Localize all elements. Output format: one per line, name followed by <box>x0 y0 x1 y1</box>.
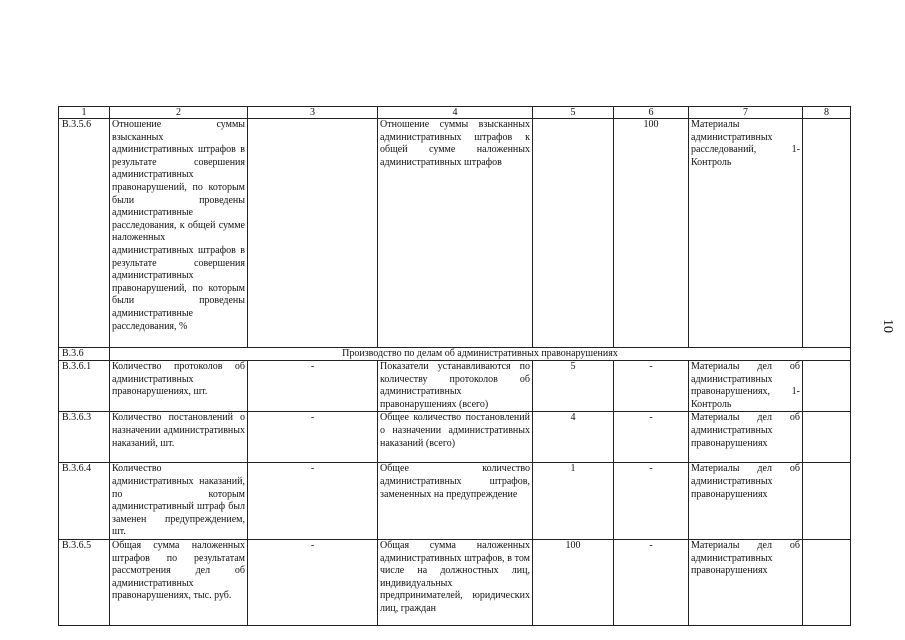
header-row <box>59 107 851 119</box>
table-row <box>59 361 851 412</box>
method-cell: Отношение суммы взысканных административных штрафов к общей сумме наложенных административных штрафов <box>378 119 533 348</box>
method-cell: Общая сумма наложенных административных штрафов, в том числе на должностных лиц, индивидуальных предпринимателей, юридических лиц, граждан <box>378 539 533 625</box>
col6-cell: 100 <box>614 119 689 348</box>
col6-cell: - <box>614 463 689 540</box>
col3-cell: - <box>248 463 378 540</box>
indicator-cell: Количество административных наказаний, по которым административный штраф был заменен предупреждением, шт. <box>110 463 248 540</box>
section-title: Производство по делам об административных правонарушениях <box>110 348 851 361</box>
method-cell: Показатели устанавливаются по количеству протоколов об административных правонарушениях (всего) <box>378 361 533 412</box>
indicator-cell: Количество протоколов об административных правонарушениях, шт. <box>110 361 248 412</box>
section-code: В.3.6 <box>59 348 110 361</box>
col3-cell <box>248 119 378 348</box>
table-row <box>59 539 851 625</box>
page-number: 10 <box>880 319 895 333</box>
source-cell: Материалы административных расследований, 1-Контроль <box>689 119 803 348</box>
col5-cell: 4 <box>533 412 614 463</box>
header-cell: 1 <box>59 107 110 119</box>
row-code: В.3.6.5 <box>59 539 110 625</box>
col5-cell <box>533 119 614 348</box>
indicator-table <box>58 106 851 626</box>
method-cell: Общее количество административных штрафов, замененных на предупреждение <box>378 463 533 540</box>
row-code: В.3.5.6 <box>59 119 110 348</box>
row-code: В.3.6.4 <box>59 463 110 540</box>
header-cell: 5 <box>533 107 614 119</box>
col8-cell <box>803 361 851 412</box>
col3-cell: - <box>248 361 378 412</box>
indicator-cell: Количество постановлений о назначении административных наказаний, шт. <box>110 412 248 463</box>
source-cell: Материалы дел об административных правонарушениях <box>689 539 803 625</box>
indicator-cell: Общая сумма наложенных штрафов по результатам рассмотрения дел об административных правонарушениях, тыс. руб. <box>110 539 248 625</box>
row-code: В.3.6.1 <box>59 361 110 412</box>
col3-cell: - <box>248 412 378 463</box>
table-row <box>59 412 851 463</box>
col5-cell: 5 <box>533 361 614 412</box>
header-cell: 2 <box>110 107 248 119</box>
table-row <box>59 119 851 348</box>
col3-cell: - <box>248 539 378 625</box>
header-cell: 4 <box>378 107 533 119</box>
col6-cell: - <box>614 412 689 463</box>
col8-cell <box>803 463 851 540</box>
table-body <box>59 107 851 626</box>
section-row <box>59 348 851 361</box>
header-cell: 3 <box>248 107 378 119</box>
col6-cell: - <box>614 539 689 625</box>
header-cell: 8 <box>803 107 851 119</box>
source-cell: Материалы дел об административных правонарушениях, 1-Контроль <box>689 361 803 412</box>
source-cell: Материалы дел об административных правонарушениях <box>689 463 803 540</box>
row-code: В.3.6.3 <box>59 412 110 463</box>
col5-cell: 100 <box>533 539 614 625</box>
indicator-cell: Отношение суммы взысканных административных штрафов в результате совершения административных правонарушений, по которым были проведены административные расследования, к общей сумме наложенных административных штрафов в результате совершения административных правонарушений, по которым были проведены административные расследования, % <box>110 119 248 348</box>
col8-cell <box>803 539 851 625</box>
table-row <box>59 463 851 540</box>
header-cell: 6 <box>614 107 689 119</box>
header-cell: 7 <box>689 107 803 119</box>
method-cell: Общее количество постановлений о назначении административных наказаний (всего) <box>378 412 533 463</box>
source-cell: Материалы дел об административных правонарушениях <box>689 412 803 463</box>
col8-cell <box>803 412 851 463</box>
col6-cell: - <box>614 361 689 412</box>
col8-cell <box>803 119 851 348</box>
col5-cell: 1 <box>533 463 614 540</box>
